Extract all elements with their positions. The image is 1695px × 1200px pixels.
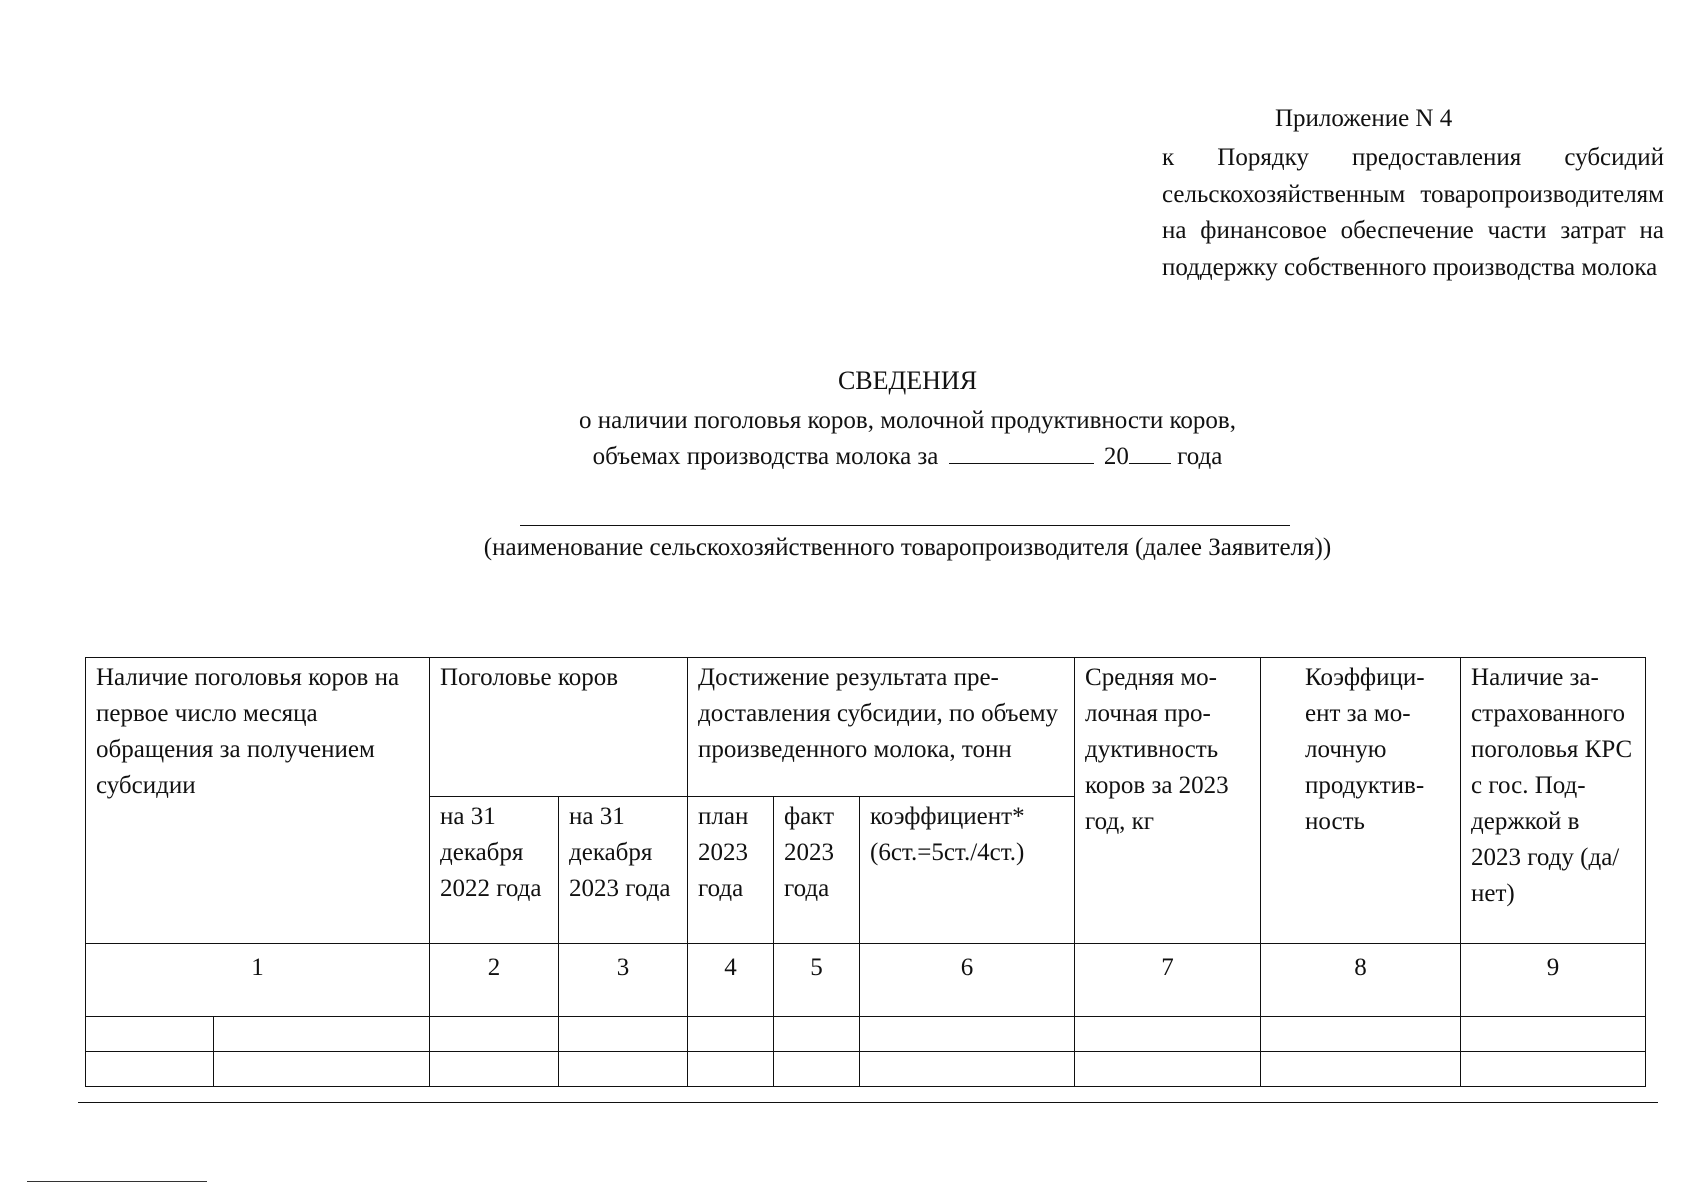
table-row bbox=[86, 1017, 1646, 1052]
document-title: СВЕДЕНИЯ bbox=[837, 366, 978, 395]
header-productivity-coefficient: Коэффициент за молочную продуктивность bbox=[1261, 658, 1461, 944]
column-number: 6 bbox=[860, 944, 1075, 1017]
subtitle-prefix: объемах производства молока за bbox=[592, 443, 939, 470]
appendix-text: к Порядку предоставления субсидий сельскохозяйственным товаропроизводителям на финансовое обеспечение части затрат на поддержку собственного производства молока bbox=[1162, 144, 1664, 281]
table-cell[interactable] bbox=[1461, 1017, 1646, 1052]
column-number: 7 bbox=[1075, 944, 1261, 1017]
document-subtitle bbox=[0, 403, 1695, 475]
column-number: 5 bbox=[774, 944, 860, 1017]
table-cell[interactable] bbox=[860, 1017, 1075, 1052]
table-cell[interactable] bbox=[559, 1052, 688, 1087]
table-cell[interactable] bbox=[1261, 1052, 1461, 1087]
header-plan-2023: план 2023 года bbox=[688, 797, 774, 944]
year-prefix: 20 bbox=[1103, 443, 1129, 470]
header-result-achievement: Достижение результата предоставления субсидии, по объему произведенного молока, тонн bbox=[688, 658, 1075, 797]
header-dec-2023: на 31 декабря 2023 года bbox=[559, 797, 688, 944]
header-average-productivity: Средняя молочная продуктивность коров за 2023 год, кг bbox=[1075, 658, 1261, 944]
column-number: 2 bbox=[430, 944, 559, 1017]
table-cell[interactable] bbox=[86, 1017, 214, 1052]
column-number: 3 bbox=[559, 944, 688, 1017]
header-cattle-on-first-day: Наличие поголовья коров на первое число месяца обращения за получением субсидии bbox=[86, 658, 430, 944]
subtitle-suffix: года bbox=[1177, 443, 1223, 470]
table-cell[interactable] bbox=[774, 1017, 860, 1052]
column-number: 1 bbox=[86, 944, 430, 1017]
table-cell[interactable] bbox=[214, 1017, 430, 1052]
column-number: 8 bbox=[1261, 944, 1461, 1017]
table-cell[interactable] bbox=[688, 1052, 774, 1087]
footnote-rule bbox=[27, 1181, 207, 1182]
subtitle-line-2 bbox=[0, 439, 1695, 475]
column-number: 9 bbox=[1461, 944, 1646, 1017]
header-cow-population: Поголовье коров bbox=[430, 658, 688, 797]
table-cell[interactable] bbox=[559, 1017, 688, 1052]
table-cell[interactable] bbox=[1075, 1017, 1261, 1052]
table-row bbox=[86, 1052, 1646, 1087]
table-cell[interactable] bbox=[688, 1017, 774, 1052]
header-coefficient: коэффициент* (6ст.=5ст./4ст.) bbox=[860, 797, 1075, 944]
table-cell[interactable] bbox=[430, 1052, 559, 1087]
table-cell[interactable] bbox=[86, 1052, 214, 1087]
table-cell[interactable] bbox=[214, 1052, 430, 1087]
applicant-name-line[interactable] bbox=[520, 525, 1290, 526]
header-dec-2022: на 31 декабря 2022 года bbox=[430, 797, 559, 944]
column-number: 4 bbox=[688, 944, 774, 1017]
bottom-rule bbox=[78, 1102, 1658, 1103]
table-cell[interactable] bbox=[1461, 1052, 1646, 1087]
appendix-title: Приложение N 4 bbox=[1275, 105, 1453, 132]
table-cell[interactable] bbox=[430, 1017, 559, 1052]
year-blank[interactable] bbox=[1129, 439, 1171, 464]
header-fact-2023: факт 2023 года bbox=[774, 797, 860, 944]
header-insured-cattle: Наличие застрахованного поголовья КРС с гос. Поддержкой в 2023 году (да/нет) bbox=[1461, 658, 1646, 944]
table-cell[interactable] bbox=[1075, 1052, 1261, 1087]
period-blank[interactable] bbox=[949, 439, 1094, 464]
subtitle-line-1: о наличии поголовья коров, молочной продуктивности коров, bbox=[579, 407, 1236, 434]
table-header-row bbox=[86, 658, 1646, 797]
applicant-name-caption: (наименование сельскохозяйственного товаропроизводителя (далее Заявителя)) bbox=[483, 534, 1332, 561]
table-cell[interactable] bbox=[774, 1052, 860, 1087]
column-number-row bbox=[86, 944, 1646, 1017]
table-cell[interactable] bbox=[1261, 1017, 1461, 1052]
data-table bbox=[85, 657, 1646, 1087]
table-cell[interactable] bbox=[860, 1052, 1075, 1087]
